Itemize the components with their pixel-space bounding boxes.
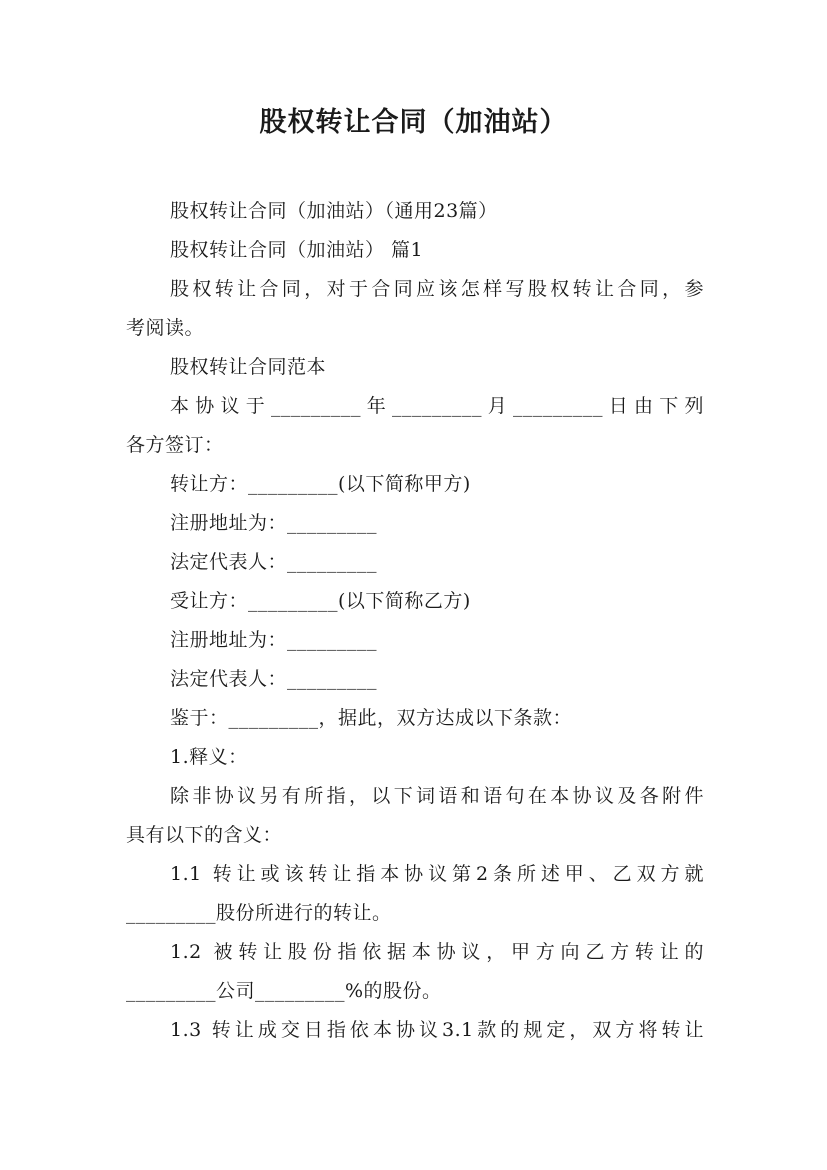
doc-line-clause-1-3: 1.3 转让成交日指依本协议3.1款的规定，双方将转让 [170, 1019, 704, 1041]
doc-line-template-heading: 股权转让合同范本 [170, 356, 327, 378]
doc-line-intro: 股权转让合同，对于合同应该怎样写股权转让合同，参 [170, 278, 704, 300]
doc-line-whereas: 鉴于：_________，据此，双方达成以下条款： [170, 707, 573, 729]
doc-line-clause-1-1-cont: _________股份所进行的转让。 [126, 902, 392, 924]
doc-line-transferee: 受让方：_________(以下简称乙方) [170, 590, 471, 612]
doc-line-transferee-rep: 法定代表人：_________ [170, 668, 378, 690]
document-title: 股权转让合同（加油站） [259, 107, 568, 138]
doc-line-definitions-intro-cont: 具有以下的含义： [126, 824, 283, 846]
doc-line-subtitle: 股权转让合同（加油站）（通用23篇） [170, 200, 498, 222]
doc-line-section-heading: 股权转让合同（加油站） 篇1 [170, 239, 424, 261]
doc-line-transferor: 转让方：_________(以下简称甲方) [170, 473, 471, 495]
doc-line-transferee-address: 注册地址为：_________ [170, 629, 378, 651]
doc-line-intro-cont: 考阅读。 [126, 317, 205, 339]
doc-line-clause-1-1: 1.1 转让或该转让指本协议第2条所述甲、乙双方就 [170, 863, 704, 885]
doc-line-clause-1-2-cont: _________公司_________%的股份。 [126, 980, 442, 1002]
doc-line-transferor-address: 注册地址为：_________ [170, 512, 378, 534]
doc-line-transferor-rep: 法定代表人：_________ [170, 551, 378, 573]
doc-line-definitions-heading: 1.释义： [170, 746, 248, 768]
doc-line-agreement-date-cont: 各方签订： [126, 434, 224, 456]
doc-line-definitions-intro: 除非协议另有所指，以下词语和语句在本协议及各附件 [170, 785, 704, 807]
doc-line-clause-1-2: 1.2 被转让股份指依据本协议，甲方向乙方转让的 [170, 941, 704, 963]
doc-line-agreement-date: 本协议于_________年_________月_________日由下列 [170, 395, 704, 417]
